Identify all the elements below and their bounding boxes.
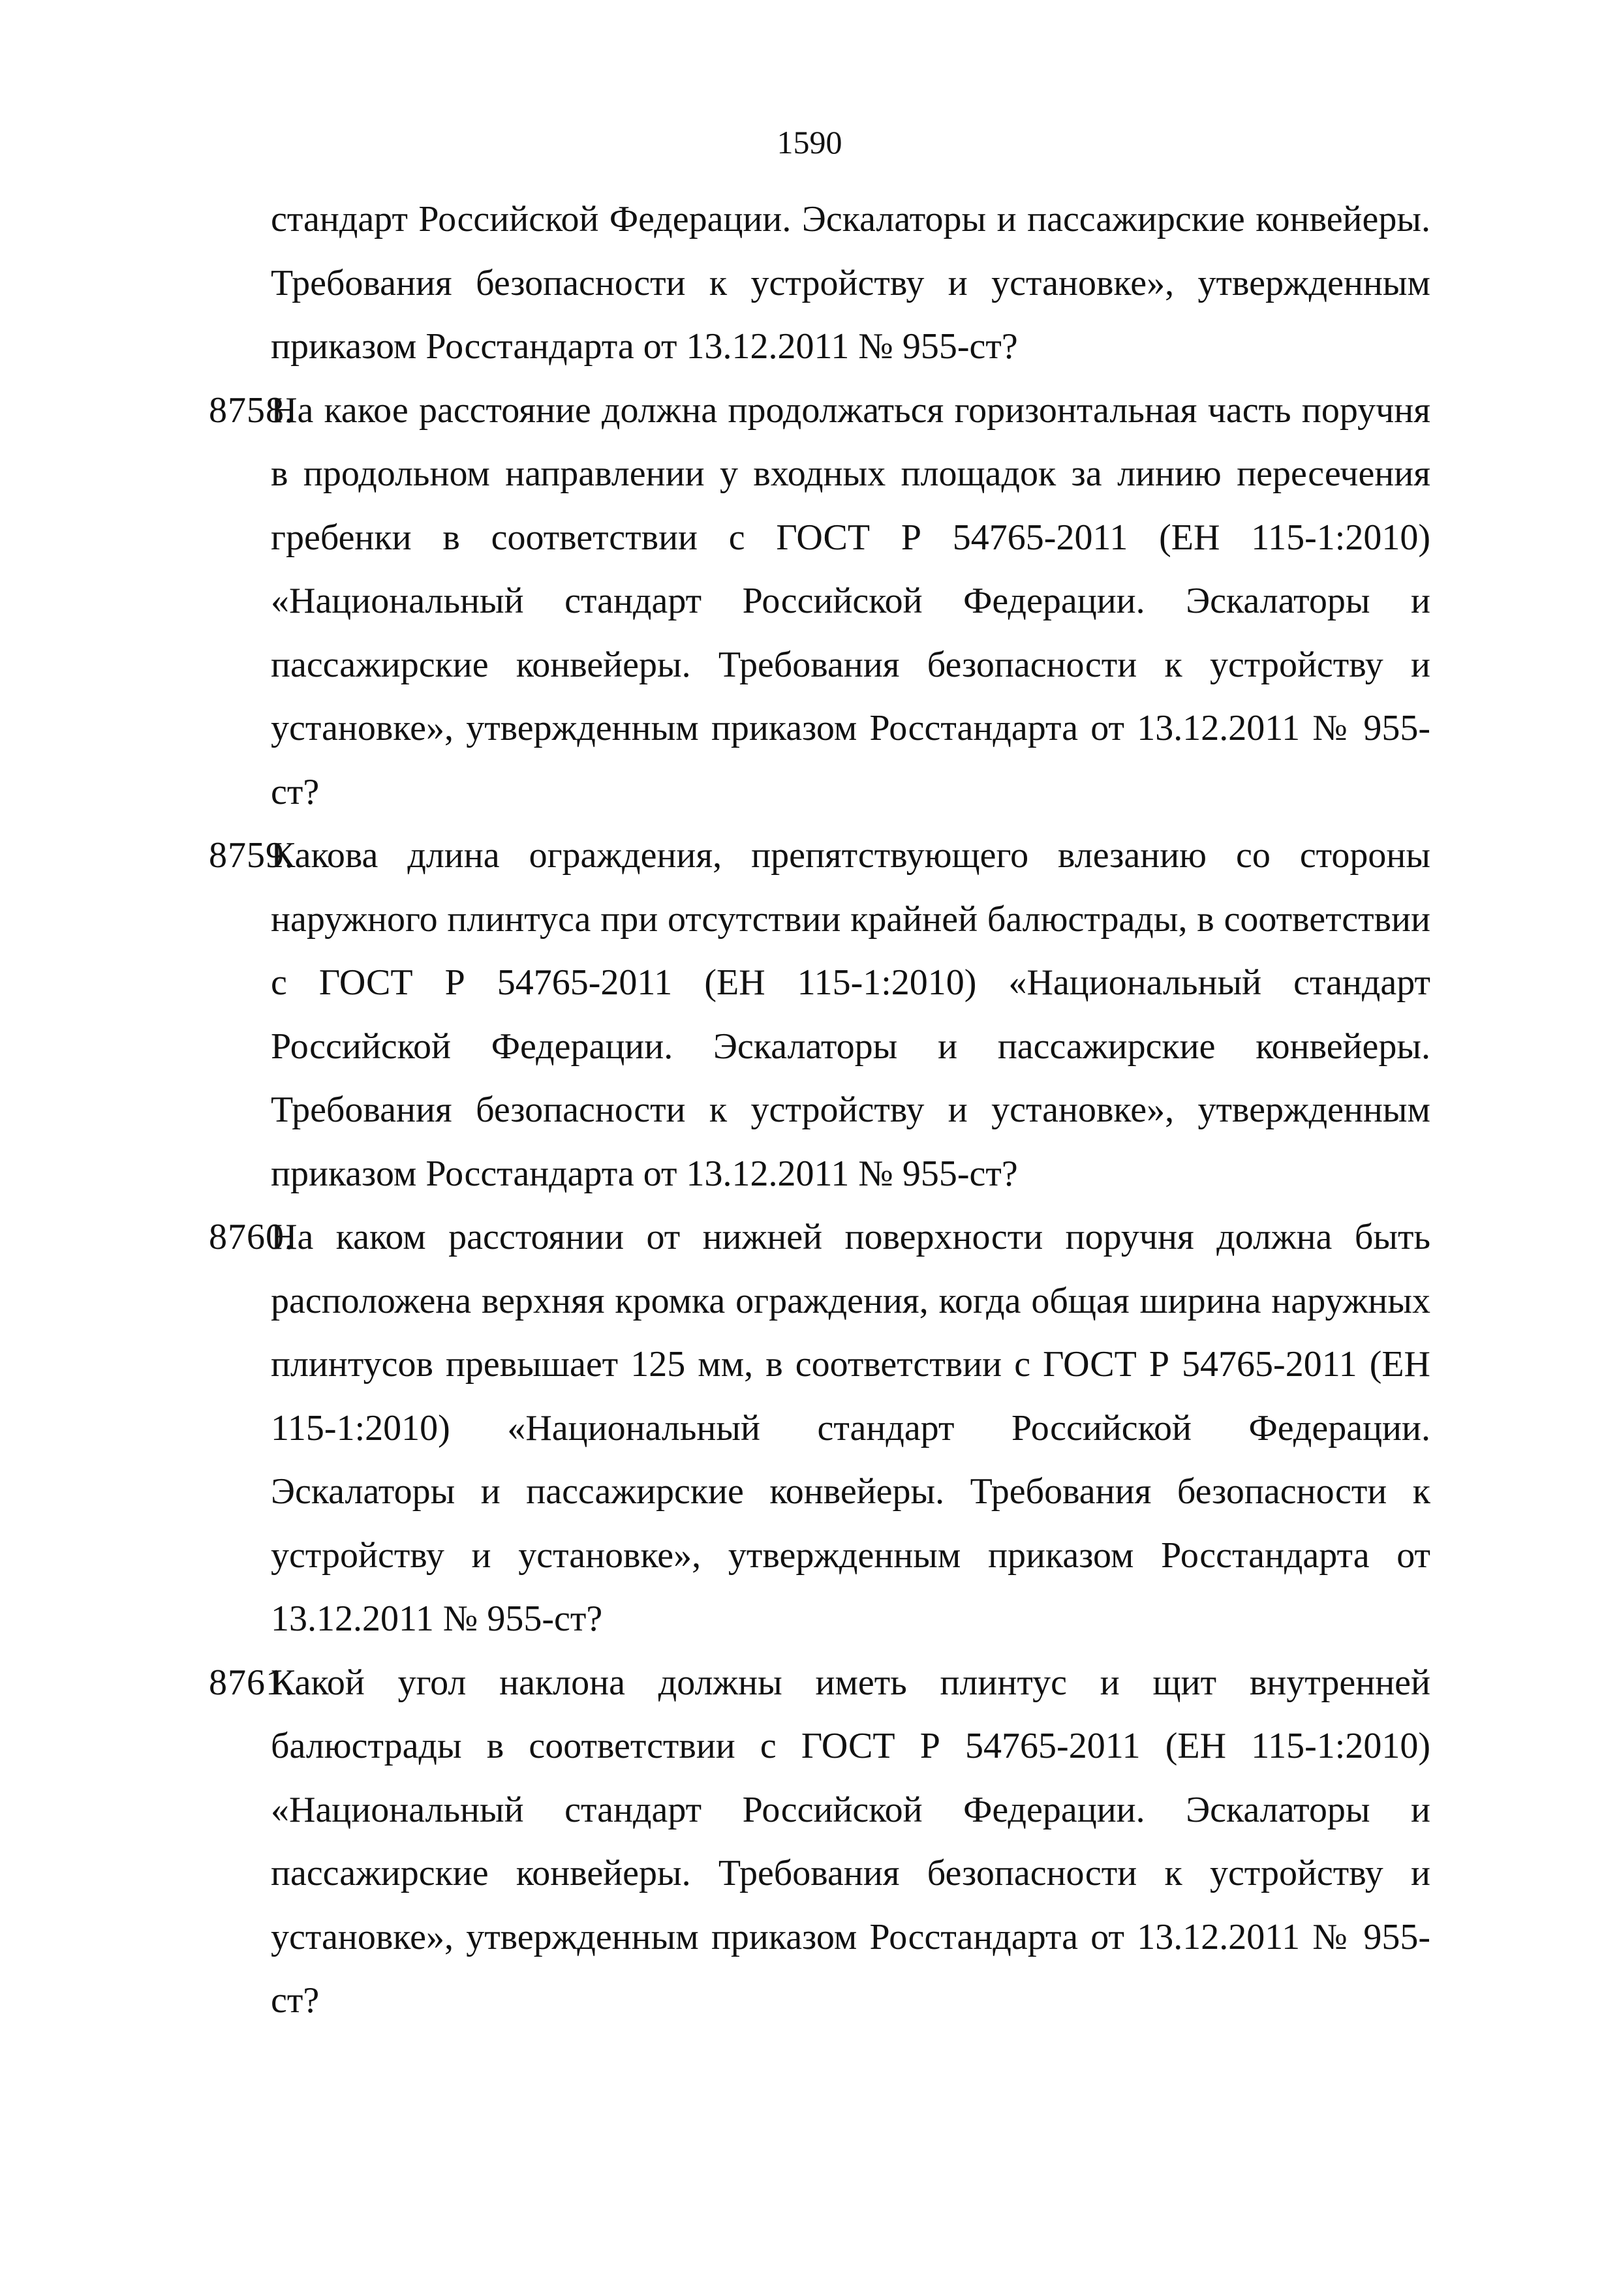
question-number: 8759. <box>209 835 294 876</box>
question-number: 8761. <box>209 1662 294 1703</box>
question-number: 8760. <box>209 1217 294 1257</box>
question-item <box>209 379 1430 825</box>
question-text: На какое расстояние должна продолжаться горизонтальная часть поручня в продольном направлении у входных площадок за линию пересечения гребенки в соответствии с ГОСТ Р 54765-2011 (ЕН 115-1:2010) «Национальный стандарт Российской Федерации. Эскалаторы и пассажирские конвейеры. Требования безопасности к устройству и установке», утвержденным приказом Росстандарта от 13.12.2011 № 955-ст? <box>271 390 1430 812</box>
page-content <box>209 188 1430 2033</box>
question-text: Какова длина ограждения, препятствующего влезанию со стороны наружного плинтуса при отсутствии крайней балюстрады, в соответствии с ГОСТ Р 54765-2011 (ЕН 115-1:2010) «Национальный стандарт Российской Федерации. Эскалаторы и пассажирские конвейеры. Требования безопасности к устройству и установке», утвержденным приказом Росстандарта от 13.12.2011 № 955-ст? <box>271 835 1430 1194</box>
question-number: 8758. <box>209 390 294 431</box>
question-item <box>209 1206 1430 1651</box>
question-item <box>209 1651 1430 2033</box>
question-text: На каком расстоянии от нижней поверхности поручня должна быть расположена верхняя кромка ограждения, когда общая ширина наружных плинтусов превышает 125 мм, в соответствии с ГОСТ Р 54765-2011 (ЕН 115-1:2010) «Национальный стандарт Российской Федерации. Эскалаторы и пассажирские конвейеры. Требования безопасности к устройству и установке», утвержденным приказом Росстандарта от 13.12.2011 № 955-ст? <box>271 1217 1430 1639</box>
question-item <box>209 824 1430 1206</box>
question-text: Какой угол наклона должны иметь плинтус и щит внутренней балюстрады в соответствии с ГОСТ Р 54765-2011 (ЕН 115-1:2010) «Национальный стандарт Российской Федерации. Эскалаторы и пассажирские конвейеры. Требования безопасности к устройству и установке», утвержденным приказом Росстандарта от 13.12.2011 № 955-ст? <box>271 1662 1430 2021</box>
page-number: 1590 <box>777 124 842 161</box>
continuation-paragraph: стандарт Российской Федерации. Эскалаторы и пассажирские конвейеры. Требования безопасности к устройству и установке», утвержденным приказом Росстандарта от 13.12.2011 № 955-ст? <box>271 199 1430 367</box>
